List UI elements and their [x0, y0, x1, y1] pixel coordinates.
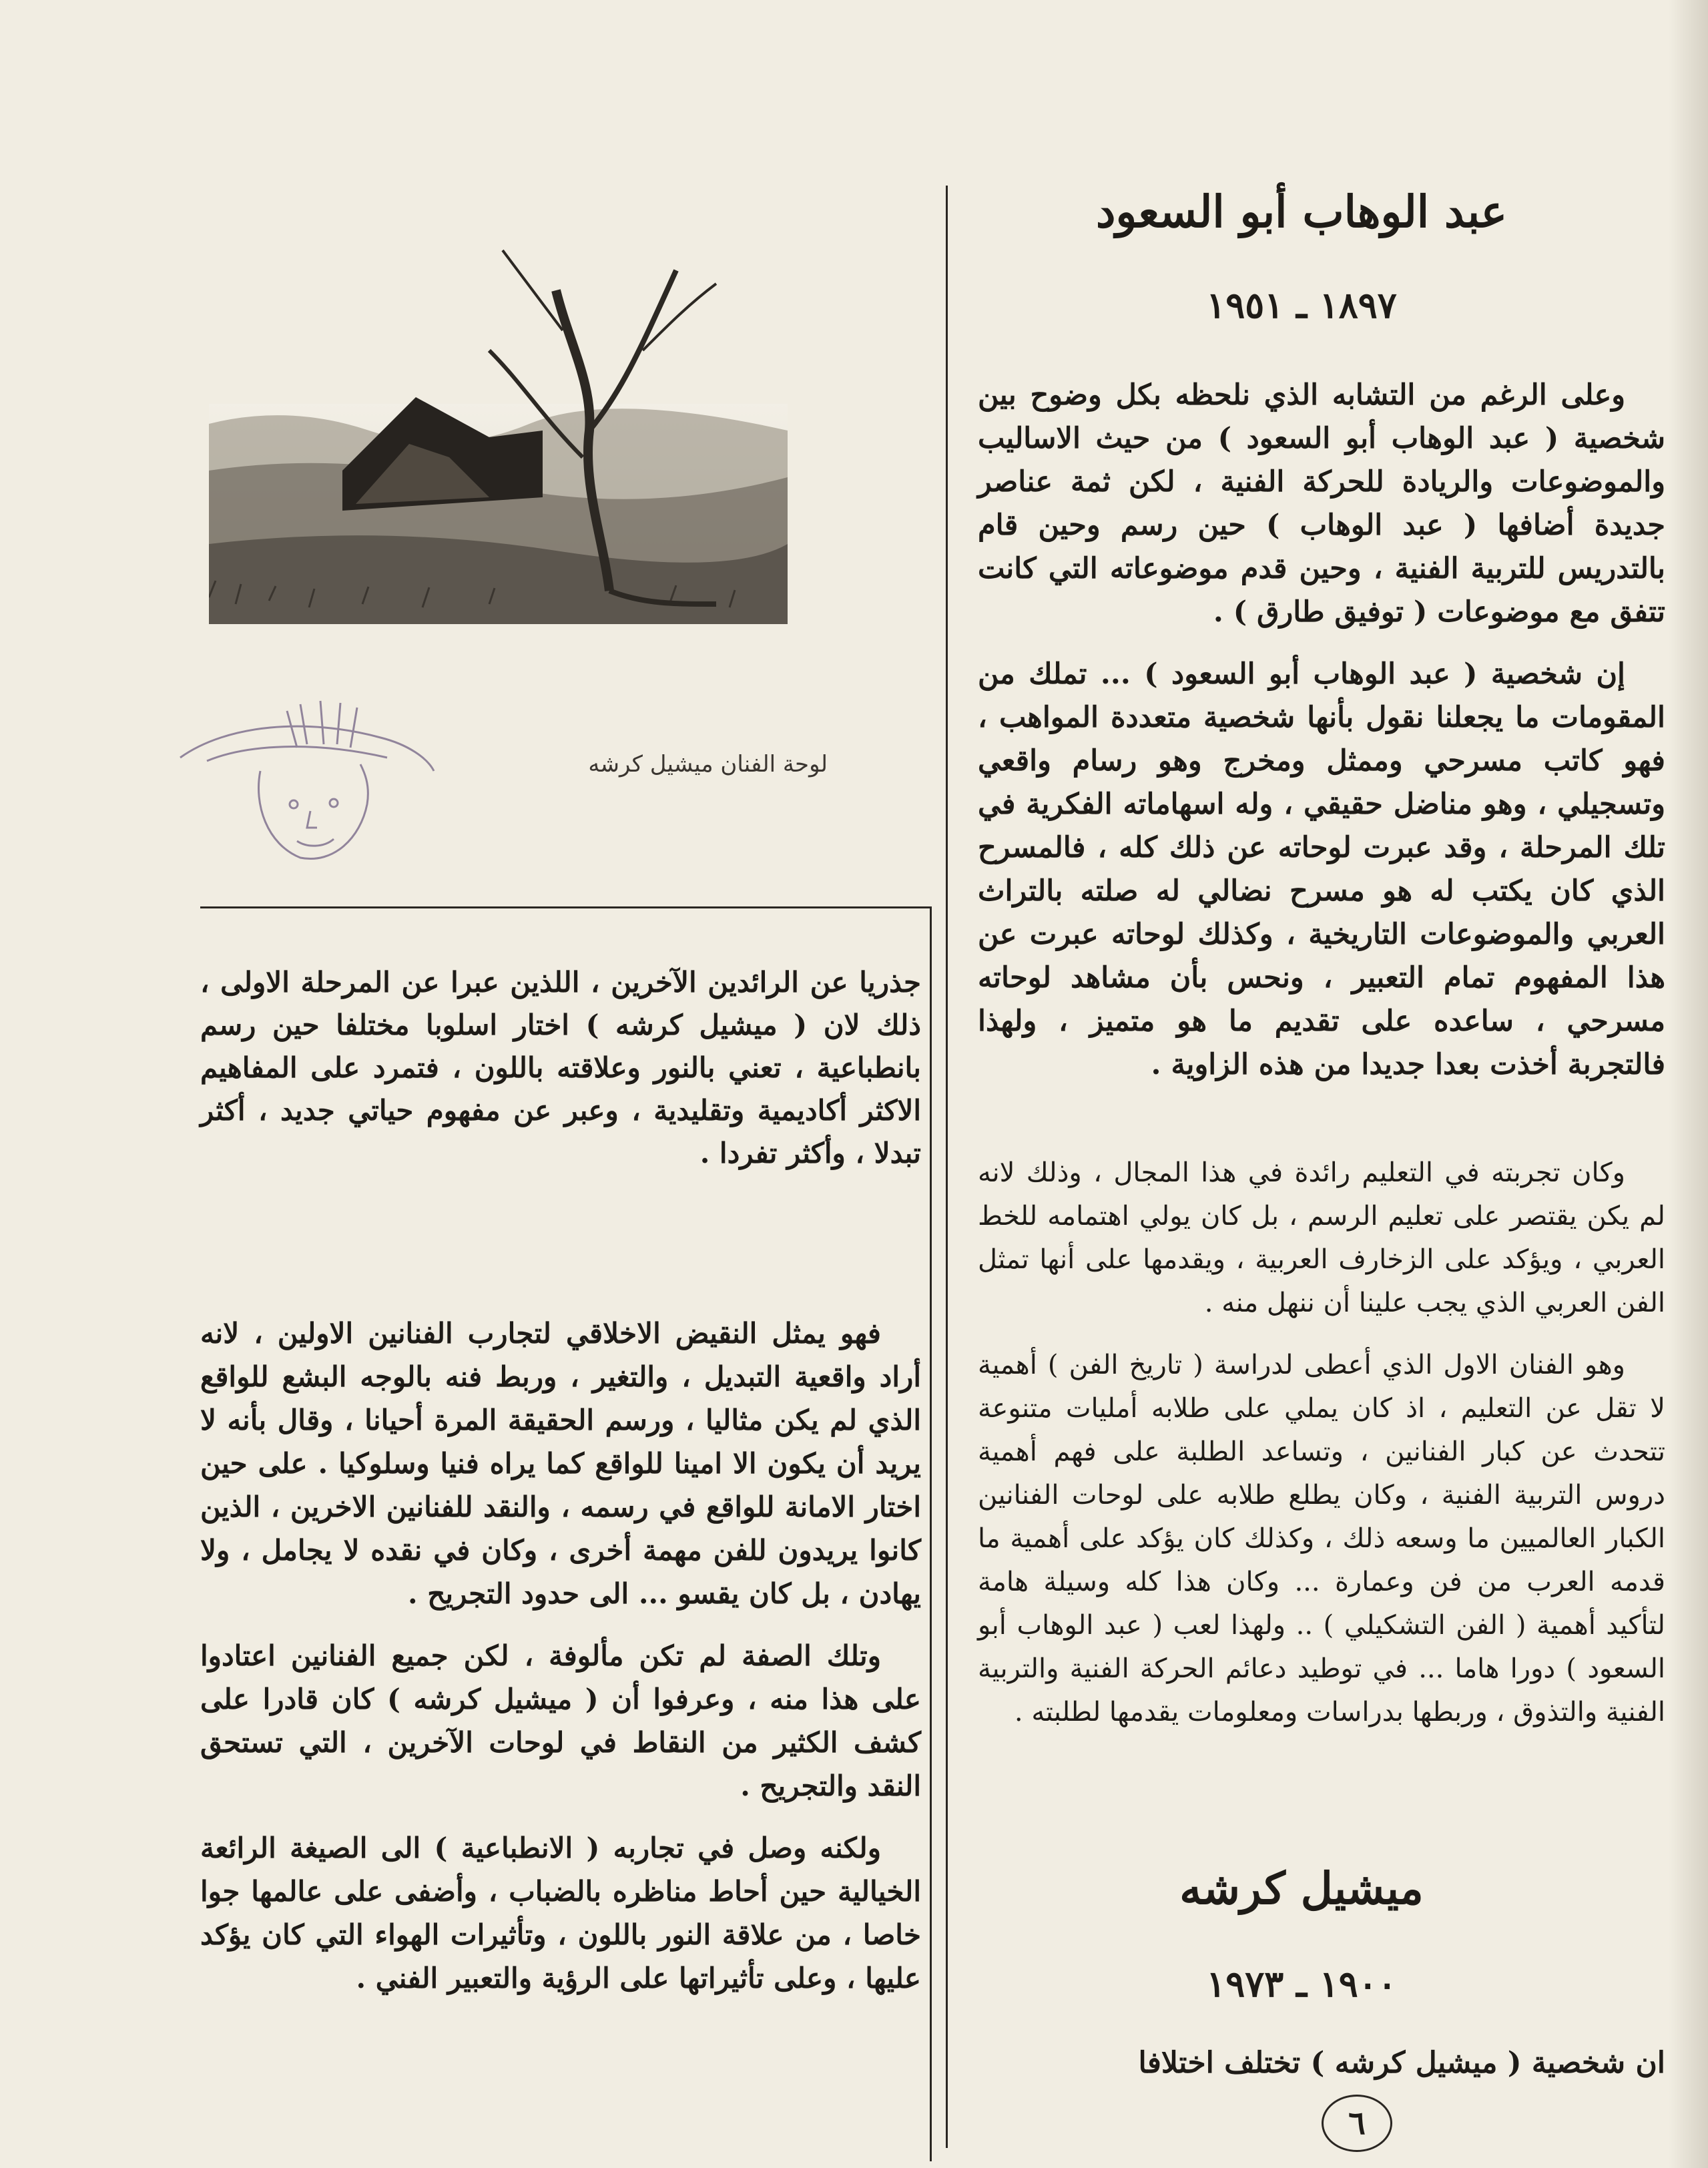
section2-title: ميشيل كرشه	[1179, 1862, 1424, 1914]
face-sketch	[167, 698, 441, 871]
section2-years: ١٩٠٠ ـ ١٩٧٣	[1206, 1962, 1397, 2005]
section1-paragraph-4: وهو الفنان الاول الذي أعطى لدراسة ( تاريخ الفن ) أهمية لا تقل عن التعليم ، اذ كان يملي على طلابه أمليات متنوعة تتحدث عن كبار الفنانين ، وتساعد الطلبة على فهم أهمية دروس التربية الفنية ، وكان يطلع طلابه على لوحات الفنانين الكبار العالميين ما وسعه ذلك ، وكذلك كان يؤكد على أهمية ما قدمه العرب من فن وعمارة ... وكان هذا كله وسيلة هامة لتأكيد أهمية ( الفن التشكيلي ) .. ولهذا لعب ( عبد الوهاب أبو السعود ) دورا هاما ... في توطيد دعائم الحركة الفنية والتربية الفنية والتذوق ، وربطها بدراسات ومعلومات يقدمها لطلبته .	[978, 1350, 1665, 1727]
section2-body	[200, 1312, 921, 2018]
section2-opening-line: ان شخصية ( ميشيل كرشه ) تختلف اختلافا	[1138, 2046, 1665, 2080]
section2-paragraph-3: ولكنه وصل في تجاربه ( الانطباعية ) الى الصيغة الرائعة الخيالية حين أحاط مناظره بالضباب ، وأضفى على عالمها جوا خاصا ، من علاقة النور باللون ، وتأثيرات الهواء التي كان يؤكد عليها ، وعلى تأثيراتها على الرؤية والتعبير الفني .	[200, 1832, 921, 1994]
column-divider	[946, 186, 948, 2148]
section2-paragraph-1: فهو يمثل النقيض الاخلاقي لتجارب الفنانين الاولين ، لانه أراد واقعية التبديل ، والتغير ، وربط فنه بالوجه البشع للواقع الذي لم يكن مثاليا ، ورسم الحقيقة المرة أحيانا ، وقال بأنه لا يريد أن يكون الا امينا للواقع كما يراه فنيا وسلوكيا . على حين اختار الامانة للواقع في رسمه ، والنقد للفنانين الاخرين ، الذين كانوا يريدون للفن مهمة أخرى ، وكان في نقده لا يجامل ، ولا يهادن ، بل كان يقسو ... الى حدود التجريح .	[200, 1317, 921, 1610]
figure-caption: لوحة الفنان ميشيل كرشه	[588, 751, 828, 778]
section1-paragraph-1: وعلى الرغم من التشابه الذي نلحظه بكل وضوح بين شخصية ( عبد الوهاب أبو السعود ) من حيث الاساليب والموضوعات والريادة للحركة الفنية ، لكن ثمة عناصر جديدة أضافها ( عبد الوهاب ) حين رسم وحين قام بالتدريس للتربية الفنية ، وحين قدم موضوعاته التي كانت تتفق مع موضوعات ( توفيق طارق ) .	[978, 378, 1665, 629]
landscape-painting	[209, 230, 788, 624]
page-edge-shadow	[1669, 0, 1708, 2168]
section1-paragraph-3: وكان تجربته في التعليم رائدة في هذا المجال ، وذلك لانه لم يكن يقتصر على تعليم الرسم ، بل كان يولي اهتمامه للخط العربي ، ويؤكد على الزخارف العربية ، ويقدمها على أنها تمثل الفن العربي الذي يجب علينا أن ننهل منه .	[978, 1157, 1665, 1318]
section1-body-regular	[978, 1151, 1665, 1753]
section2-paragraph-2: وتلك الصفة لم تكن مألوفة ، لكن جميع الفنانين اعتادوا على هذا منه ، وعرفوا أن ( ميشيل كرشه ) كان قادرا على كشف الكثير من النقاط في لوحات الآخرين ، التي تستحق النقد والتجريح .	[200, 1639, 921, 1802]
section1-body-bold	[978, 374, 1665, 1105]
section1-title: عبد الوهاب أبو السعود	[1096, 186, 1507, 238]
box-top-rule	[200, 906, 931, 908]
section1-years: ١٨٩٧ ـ ١٩٥١	[1206, 284, 1397, 326]
section2-continuation-text: جذريا عن الرائدين الآخرين ، اللذين عبرا عن المرحلة الاولى ، ذلك لان ( ميشيل كرشه ) اختار اسلوبا مختلفا حين رسم بانطباعية ، تعني بالنور وعلاقته باللون ، فتمرد على المفاهيم الاكثر أكاديمية وتقليدية ، وعبر عن مفهوم حياتي جديد ، أكثر تبدلا ، وأكثر تفردا .	[200, 966, 921, 1169]
section2-opening	[978, 2041, 1665, 2103]
section1-paragraph-2: إن شخصية ( عبد الوهاب أبو السعود ) ... تملك من المقومات ما يجعلنا نقول بأنها شخصية متعددة المواهب ، فهو كاتب مسرحي وممثل ومخرج وهو رسام واقعي وتسجيلي ، وهو مناضل حقيقي ، وله اسهاماته الفكرية في تلك المرحلة ، وقد عبرت لوحاته عن ذلك كله ، فالمسرح الذي كان يكتب له هو مسرح نضالي له صلته بالتراث العربي والموضوعات التاريخية ، وكذلك لوحاته عبرت عن هذا المفهوم تمام التعبير ، ونحس بأن مشاهد لوحاته مسرحي ، ساعده على تقديم ما هو متميز ، ولهذا فالتجربة أخذت بعدا جديدا من هذه الزاوية .	[978, 657, 1665, 1081]
page-number: ٦	[1322, 2095, 1392, 2152]
box-side-rule	[930, 906, 932, 2161]
section2-continuation	[200, 961, 921, 1193]
